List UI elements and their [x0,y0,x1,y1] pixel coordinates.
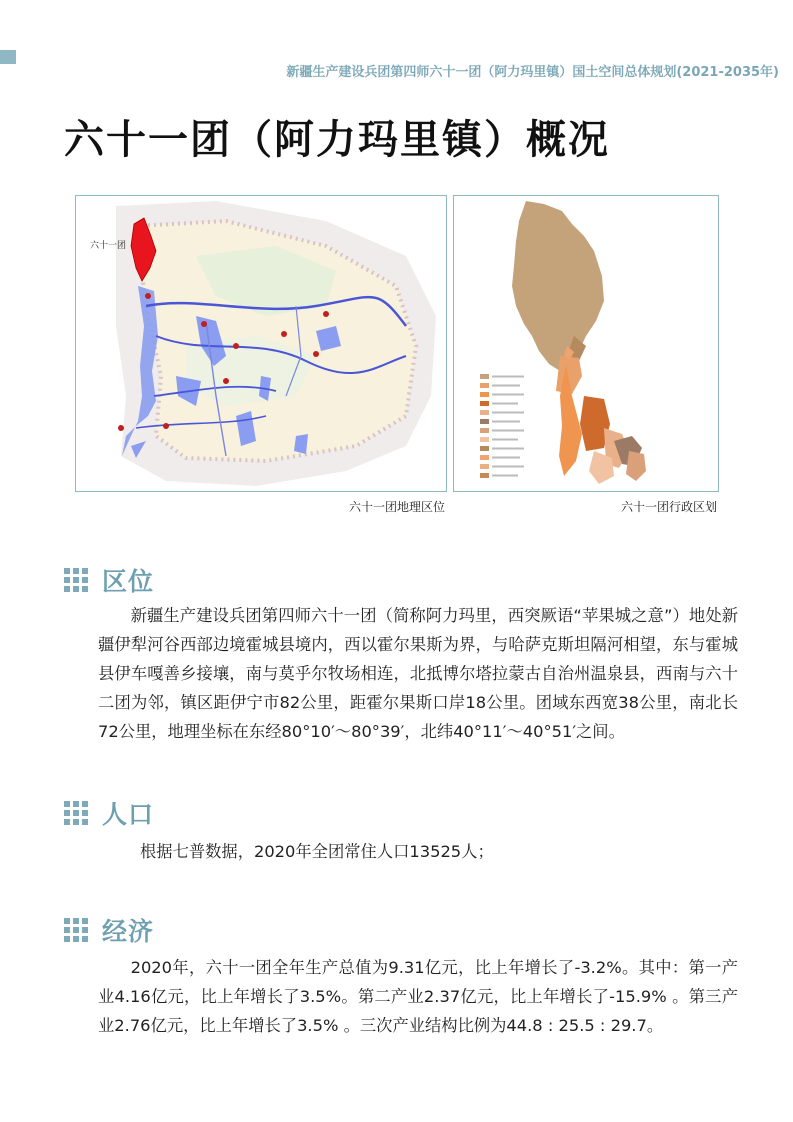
admin-map-illustration [454,196,718,491]
grid-icon [64,918,88,942]
section-heading-economy [64,912,154,948]
corner-marker [0,50,16,64]
location-map-caption: 六十一团地理区位 [348,500,445,514]
section-body-location: 新疆生产建设兵团第四师六十一团（简称阿力玛里，西突厥语“苹果城之意”）地处新疆伊犁河谷西部边境霍城县境内，西以霍尔果斯为界，与哈萨克斯坦隔河相望，东与霍城县伊车嘎善乡接壤，南与莫乎尔牧场相连，北抵博尔塔拉蒙古自治州温泉县，西南与六十二团为邻，镇区距伊宁市82公里，距霍尔果斯口岸18公里。团域东西宽38公里，南北长72公里，地理坐标在东经80°10′～80°39′，北纬40°11′～40°51′之间。 [98,606,738,741]
section-title-population: 人口 [102,800,155,829]
location-map-illustration [76,196,446,491]
page-title: 六十一团（阿力玛里镇）概况 [64,117,610,163]
admin-map-caption: 六十一团行政区划 [620,500,717,514]
location-map-figure [75,195,447,492]
section-body-population: 根据七普数据，2020年全团常住人口13525人； [140,842,494,861]
admin-map-figure [453,195,719,492]
section-heading-population [64,795,154,831]
grid-icon [64,801,88,825]
map-label-regiment: 六十一团 [90,241,127,251]
section-title-location: 区位 [102,567,155,596]
section-title-economy: 经济 [102,917,155,946]
section-body-economy: 2020年，六十一团全年生产总值为9.31亿元，比上年增长了-3.2%。其中：第一产业4.16亿元，比上年增长了3.5%。第二产业2.37亿元，比上年增长了-15.9% 。第三产业2.76亿元，比上年增长了3.5% 。三次产业结构比例为44.8 : 25.5 : 29.7。 [98,958,738,1035]
grid-icon [64,568,88,592]
section-heading-location [64,562,154,598]
running-header: 新疆生产建设兵团第四师六十一团（阿力玛里镇）国土空间总体规划(2021-2035年) [286,65,779,80]
